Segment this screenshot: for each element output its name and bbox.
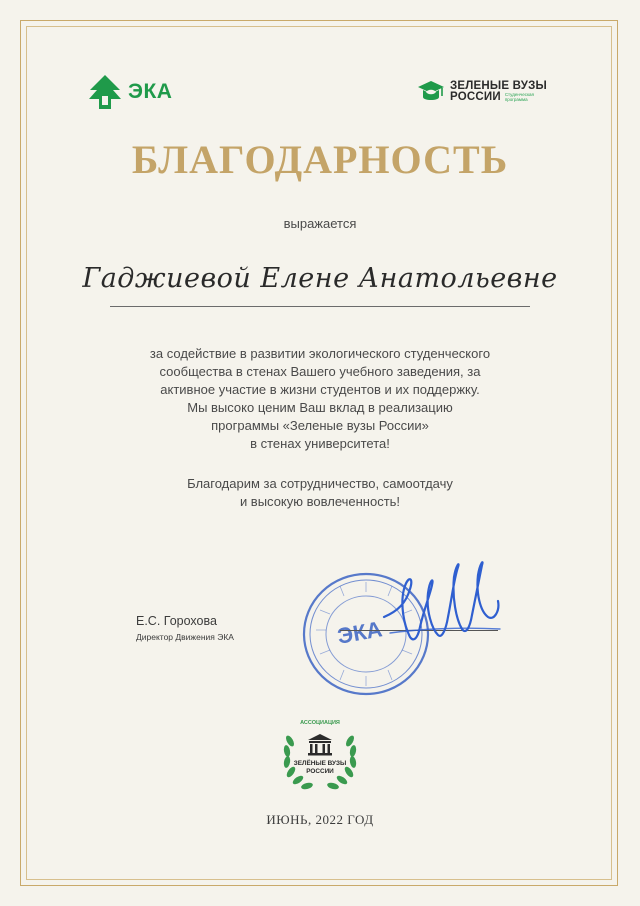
body-line: Мы высоко ценим Ваш вклад в реализацию	[187, 400, 453, 415]
thanks-paragraph	[0, 475, 640, 511]
association-top-label: АССОЦИАЦИЯ	[300, 720, 340, 726]
body-line: сообщества в стенах Вашего учебного заведения, за	[159, 364, 481, 379]
signatory-name: Е.С. Горохова	[136, 614, 217, 628]
body-paragraph	[0, 345, 640, 453]
body-line: за содействие в развитии экологического студенческого	[149, 346, 491, 361]
body-line: активное участие в жизни студентов и их поддержку.	[160, 382, 480, 397]
green-universities-logo	[416, 78, 547, 106]
association-logo	[278, 715, 362, 795]
association-line1: ЗЕЛЁНЫЕ ВУЗЫ	[293, 760, 347, 767]
association-line2: РОССИИ	[306, 768, 334, 775]
stamp-text: ЭКА	[335, 616, 385, 649]
green-universities-line1: ЗЕЛЕНЫЕ ВУЗЫ	[450, 79, 547, 92]
certificate-title: БЛАГОДАРНОСТЬ	[131, 137, 509, 182]
thanks-line: и высокую вовлеченность!	[239, 494, 401, 509]
university-building-icon	[308, 734, 332, 756]
thanks-line: Благодарим за сотрудничество, самоотдачу	[187, 476, 453, 491]
eka-logo	[88, 74, 172, 110]
recipient-name: Гаджиевой Елене Анатольевне	[82, 263, 558, 294]
signatory-role: Директор Движения ЭКА	[136, 632, 234, 642]
eka-logo-text: ЭКА	[128, 80, 173, 103]
handwritten-signature	[370, 545, 515, 655]
body-line: в стенах университета!	[250, 436, 390, 451]
recipient-underline	[110, 306, 530, 307]
green-universities-line2: РОССИИ	[450, 91, 501, 103]
issue-date: ИЮНЬ, 2022 ГОД	[266, 812, 374, 827]
body-line: программы «Зеленые вузы России»	[211, 418, 429, 433]
tree-icon	[88, 74, 122, 110]
green-universities-subtitle: Студенческая программа	[504, 91, 534, 102]
graduation-cap-leaf-icon	[416, 78, 446, 106]
expressed-label: выражается	[283, 216, 357, 231]
